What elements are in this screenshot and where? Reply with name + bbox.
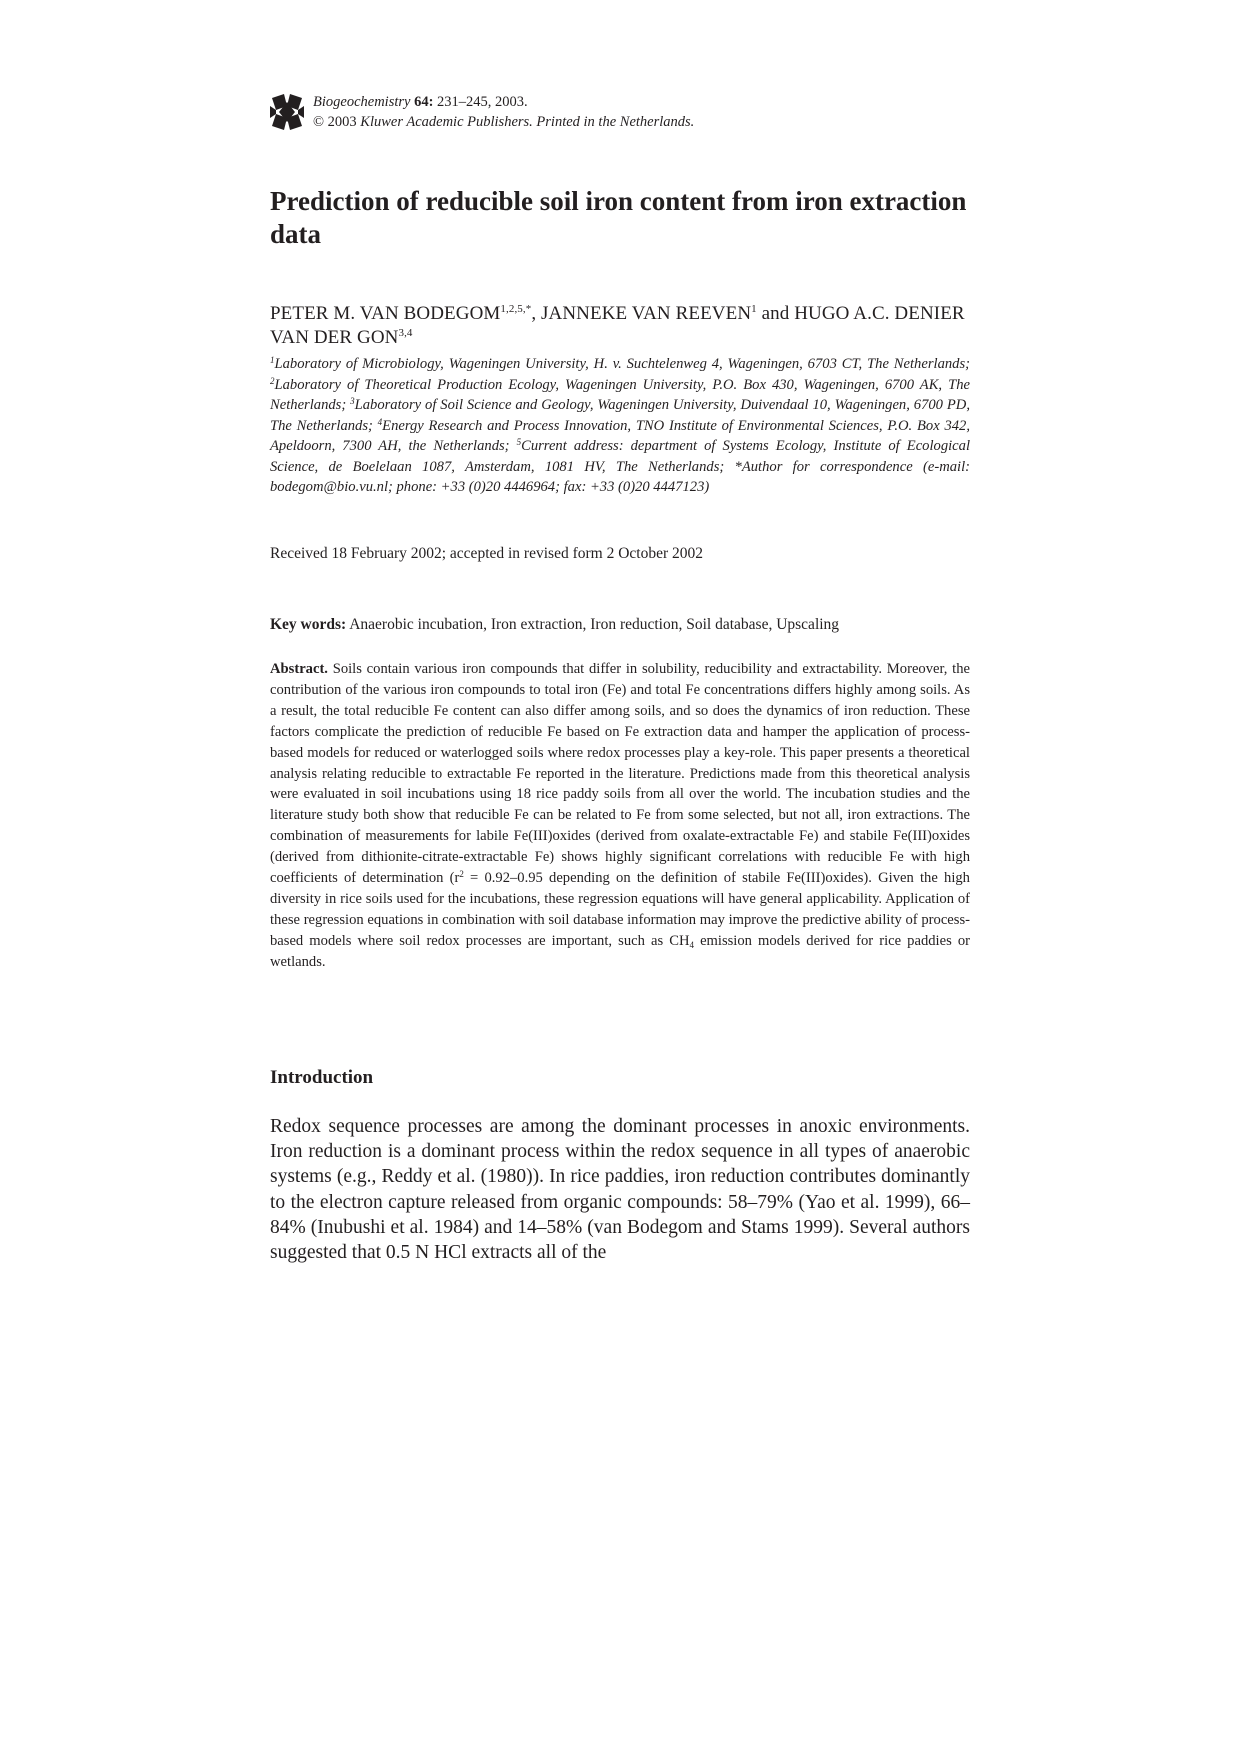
abstract-superscript: 2	[459, 869, 464, 880]
affiliation-text: Current address: department of Systems Ecology, Institute of Ecological Science, de Boelelaan 1087, Amsterdam, 1081 HV, The Netherlands; *Author for correspondence (e-mail: bodegom@bio.vu.nl; phone: +33 (0)20 4446964; fax: +33 (0)20 4447123)	[270, 438, 971, 495]
keywords-text: Anaerobic incubation, Iron extraction, Iron reduction, Soil database, Upscaling	[349, 616, 840, 633]
copyright-symbol: ©	[313, 114, 325, 130]
author-name: HUGO A.C. DENIER VAN DER GON	[270, 303, 965, 348]
citation-block	[313, 92, 694, 132]
affiliation-text: Laboratory of Microbiology, Wageningen University, H. v. Suchtelenweg 4, Wageningen, 6703 CT, The Netherlands;	[274, 356, 970, 372]
keywords-line	[270, 615, 839, 635]
author-name: PETER M. VAN BODEGOM	[270, 303, 501, 324]
abstract-label: Abstract.	[270, 661, 328, 677]
author-list	[270, 302, 970, 350]
author-separator: ,	[531, 303, 542, 324]
publisher-note: Kluwer Academic Publishers. Printed in the Netherlands.	[360, 114, 695, 130]
journal-name: Biogeochemistry	[313, 94, 411, 110]
introduction-paragraph: Redox sequence processes are among the dominant processes in anoxic environments. Iron reduction is a dominant process within the redox sequence in all types of anaerobic systems (e.g., Reddy et al. (1980)). In rice paddies, iron reduction contributes dominantly to the electron capture released from organic compounds: 58–79% (Yao et al. 1999), 66–84% (Inubushi et al. 1984) and 14–58% (van Bodegom and Stams 1999). Several authors suggested that 0.5 N HCl extracts all of the	[270, 1116, 970, 1264]
received-dates: Received 18 February 2002; accepted in revised form 2 October 2002	[270, 545, 703, 562]
abstract-text: emission models derived for rice paddies or wetlands.	[270, 932, 970, 970]
author-affiliation-marker: 1,2,5,*	[500, 303, 532, 315]
affiliation-text: Laboratory of Theoretical Production Ecology, Wageningen University, P.O. Box 430, Wageningen, 6700 AK, The Netherlands;	[270, 376, 970, 413]
affiliation-marker: 1	[270, 355, 275, 365]
kluwer-logo-icon	[270, 92, 304, 132]
affiliation-marker: 4	[377, 416, 383, 427]
citation-line	[313, 92, 694, 112]
journal-header	[270, 92, 1030, 134]
affiliation-marker: 3	[350, 396, 355, 406]
author-affiliation-marker: 1	[751, 303, 757, 315]
paper-title: Prediction of reducible soil iron content from iron extraction data	[270, 186, 967, 249]
journal-pages: 231–245, 2003.	[437, 94, 528, 110]
affiliation-text: Energy Research and Process Innovation, TNO Institute of Environmental Sciences, P.O. Box 342, Apeldoorn, 7300 AH, the Netherlands;	[270, 417, 970, 454]
affiliations	[270, 354, 970, 498]
keywords-label: Key words:	[270, 616, 347, 633]
author-separator: and	[756, 303, 795, 324]
abstract-paragraph	[270, 659, 970, 973]
section-heading-introduction: Introduction	[270, 1067, 374, 1088]
abstract-text: = 0.92–0.95 depending on the definition of stabile Fe(III)oxides). Given the high diversity in rice soils used for the incubations, these regression equations will have general applicability. Application of these regression equations in combination with soil database information may improve the predictive ability of process-based models where soil redox processes are important, such as CH	[270, 870, 970, 949]
affiliation-marker: 2	[270, 375, 275, 386]
abstract-subscript: 4	[689, 939, 694, 950]
affiliation-text: Laboratory of Soil Science and Geology, Wageningen University, Duivendaal 10, Wageningen, 6700 PD, The Netherlands;	[270, 397, 970, 434]
journal-volume: 64:	[414, 94, 434, 110]
author-name: JANNEKE VAN REEVEN	[541, 303, 752, 324]
affiliation-marker: 5	[516, 437, 522, 447]
abstract-text: Soils contain various iron compounds that differ in solubility, reducibility and extractability. Moreover, the contribution of the various iron compounds to total iron (Fe) and total Fe concentrations differs highly among soils. As a result, the total reducible Fe content can also differ among soils, and so does the dynamics of iron reduction. These factors complicate the prediction of reducible Fe based on Fe extraction data and hamper the application of process-based models for reduced or waterlogged soils where redox processes play a key-role. This paper presents a theoretical analysis relating reducible to extractable Fe reported in the literature. Predictions made from this theoretical analysis were evaluated in soil incubations using 18 rice paddy soils from all over the world. The incubation studies and the literature study both show that reducible Fe can be related to Fe from some selected, but not all, iron extractions. The combination of measurements for labile Fe(III)oxides (derived from oxalate-extractable Fe) and stabile Fe(III)oxides (derived from dithionite-citrate-extractable Fe) shows highly significant correlations with reducible Fe with high coefficients of determination (r	[270, 661, 970, 887]
copyright-line	[313, 112, 694, 132]
author-affiliation-marker: 3,4	[398, 327, 413, 339]
copyright-year: 2003	[327, 114, 357, 130]
